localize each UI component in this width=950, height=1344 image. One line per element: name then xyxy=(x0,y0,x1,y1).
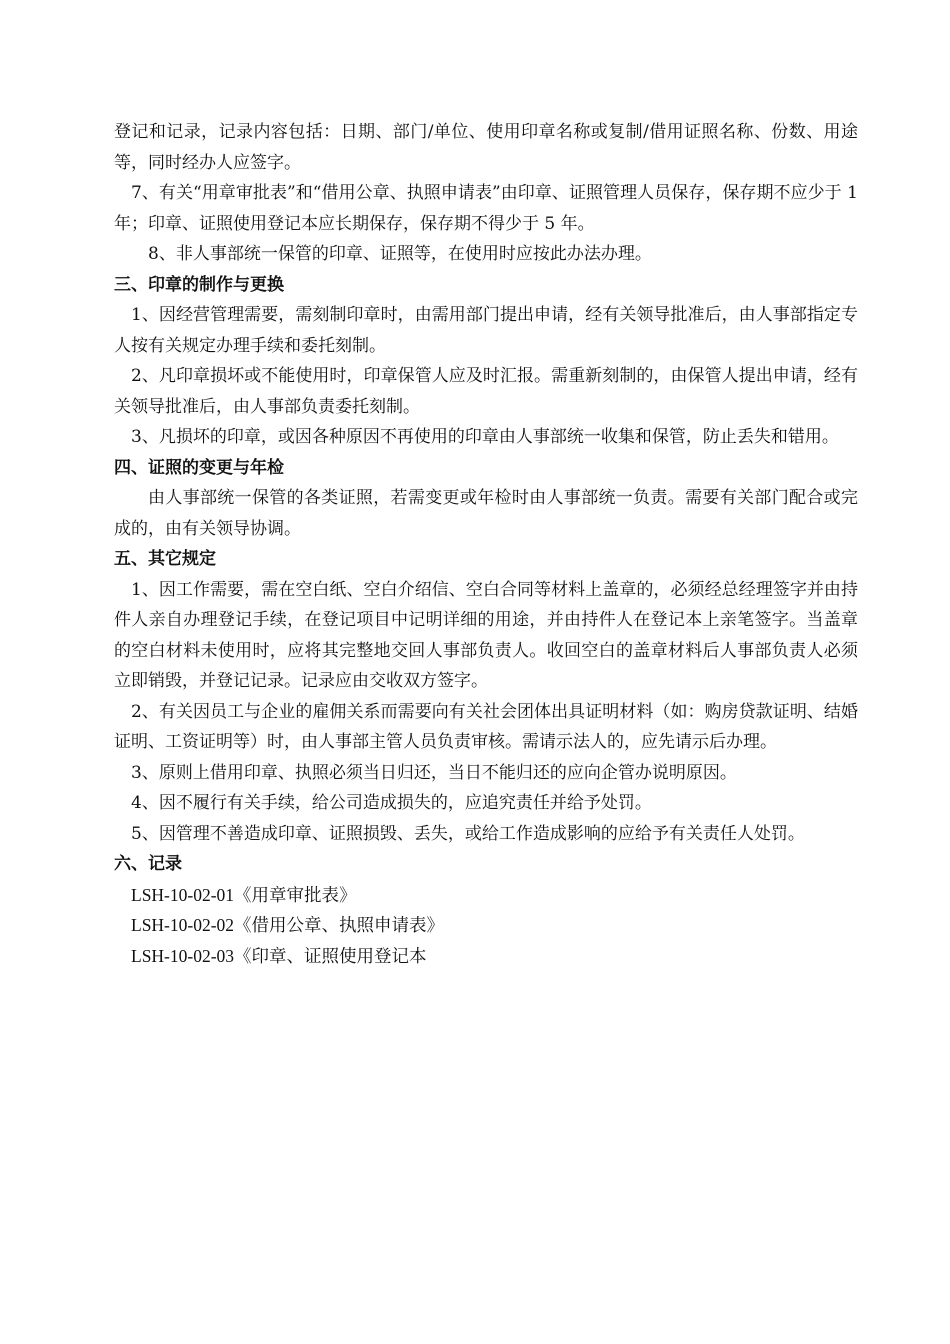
section-heading-5: 五、其它规定 xyxy=(114,549,216,569)
document-body xyxy=(114,117,858,971)
section-heading-4: 四、证照的变更与年检 xyxy=(114,457,284,478)
section4-paragraph: 由人事部统一保管的各类证照，若需变更或年检时由人事部统一负责。需要有关部门配合或完成的，由有关领导协调。 xyxy=(114,488,858,539)
record-item-2: LSH-10-02-02《借用公章、执照申请表》 xyxy=(131,915,445,935)
section5-item-5: 5、因管理不善造成印章、证照损毁、丢失，或给工作造成影响的应给予有关责任人处罚。 xyxy=(131,823,805,844)
paragraph-item-7: 7、有关“用章审批表”和“借用公章、执照申请表”由印章、证照管理人员保存，保存期不应少于 1 年；印章、证照使用登记本应长期保存，保存期不得少于 5 年。 xyxy=(114,183,858,234)
section-heading-3: 三、印章的制作与更换 xyxy=(114,274,284,295)
section5-item-2: 2、有关因员工与企业的雇佣关系而需要向有关社会团体出具证明材料（如：购房贷款证明、结婚证明、工资证明等）时，由人事部主管人员负责审核。需请示法人的，应先请示后办理。 xyxy=(114,701,858,752)
record-item-1: LSH-10-02-01《用章审批表》 xyxy=(131,884,357,905)
section3-item-1: 1、因经营管理需要，需刻制印章时，由需用部门提出申请，经有关领导批准后，由人事部指定专人按有关规定办理手续和委托刻制。 xyxy=(114,305,858,356)
paragraph-continued: 登记和记录，记录内容包括：日期、部门/单位、使用印章名称或复制/借用证照名称、份数、用途等，同时经办人应签字。 xyxy=(114,122,858,173)
record-item-3: LSH-10-02-03《印章、证照使用登记本 xyxy=(131,945,427,966)
paragraph-item-8: 8、非人事部统一保管的印章、证照等，在使用时应按此办法办理。 xyxy=(148,244,652,264)
section5-item-4: 4、因不履行有关手续，给公司造成损失的，应追究责任并给予处罚。 xyxy=(131,793,652,813)
section3-item-2: 2、凡印章损坏或不能使用时，印章保管人应及时汇报。需重新刻制的，由保管人提出申请，经有关领导批准后，由人事部负责委托刻制。 xyxy=(114,366,858,417)
section-heading-6: 六、记录 xyxy=(114,854,182,874)
section3-item-3: 3、凡损坏的印章，或因各种原因不再使用的印章由人事部统一收集和保管，防止丢失和错用。 xyxy=(131,427,839,447)
section5-item-3: 3、原则上借用印章、执照必须当日归还，当日不能归还的应向企管办说明原因。 xyxy=(131,762,737,783)
section5-item-1: 1、因工作需要，需在空白纸、空白介绍信、空白合同等材料上盖章的，必须经总经理签字并由持件人亲自办理登记手续，在登记项目中记明详细的用途，并由持件人在登记本上亲笔签字。当盖章的空白材料未使用时，应将其完整地交回人事部负责人。收回空白的盖章材料后人事部负责人必须立即销毁，并登记记录。记录应由交收双方签字。 xyxy=(114,579,858,691)
